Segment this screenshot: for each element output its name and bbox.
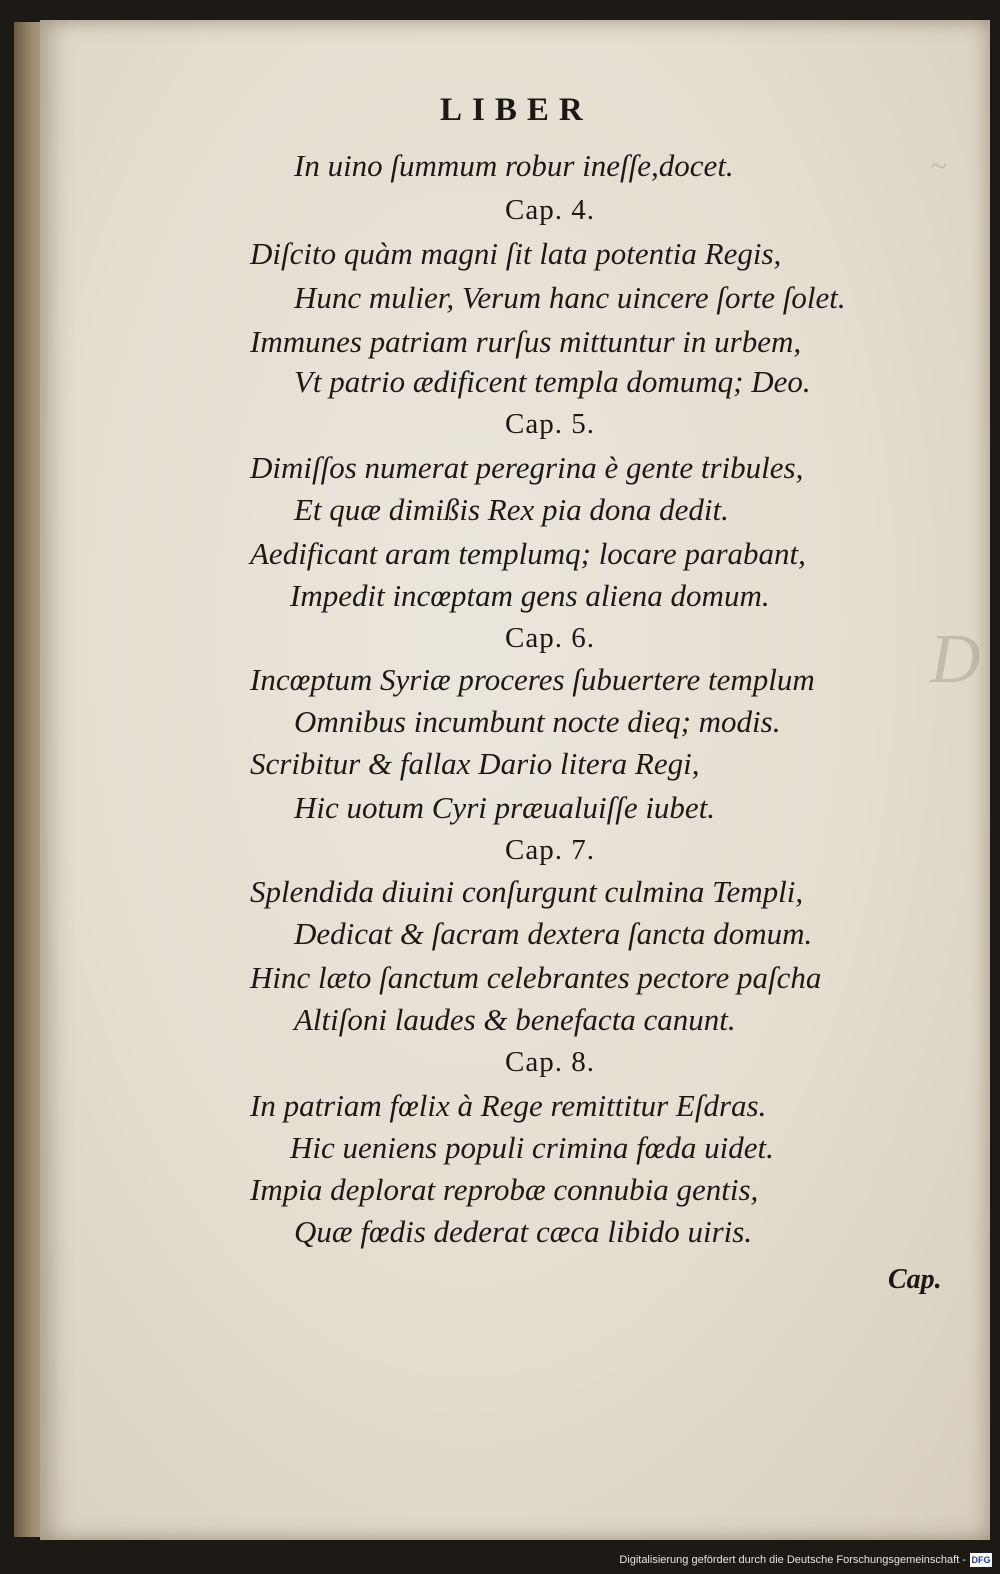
verse-line: Dimiſſos numerat peregrina è gente tribules, — [250, 450, 804, 485]
bleed-through-mark: ~ — [930, 150, 949, 183]
chapter-heading: Cap. 6. — [505, 622, 595, 654]
verse-line: In patriam fœlix à Rege remittitur Eſdras. — [250, 1088, 767, 1123]
verse-line: Aedificant aram templumq; locare parabant, — [250, 536, 806, 571]
verse-line: In uino ſummum robur ineſſe,docet. — [294, 148, 734, 183]
verse-line: Quæ fœdis dederat cæca libido uiris. — [294, 1214, 753, 1249]
verse-line: Impia deplorat reprobæ connubia gentis, — [250, 1172, 759, 1207]
chapter-heading: Cap. 8. — [505, 1046, 595, 1078]
chapter-heading: Cap. 5. — [505, 408, 595, 440]
verse-line: Omnibus incumbunt nocte dieq; modis. — [294, 704, 781, 739]
verse-line: Hic uotum Cyri præualuiſſe iubet. — [294, 790, 716, 825]
chapter-heading: Cap. 4. — [505, 194, 595, 226]
verse-line: Hunc mulier, Verum hanc uincere ſorte ſolet. — [294, 280, 846, 315]
running-head: LIBER — [440, 92, 593, 128]
verse-line: Splendida diuini conſurgunt culmina Templi, — [250, 874, 804, 909]
chapter-heading: Cap. 7. — [505, 834, 595, 866]
verse-line: Impedit incœptam gens aliena domum. — [290, 578, 770, 613]
dfg-logo: DFG — [971, 1555, 991, 1565]
catchword: Cap. — [888, 1264, 942, 1295]
verse-line: Hinc læto ſanctum celebrantes pectore paſcha — [250, 960, 822, 995]
verse-line: Altiſoni laudes & benefacta canunt. — [294, 1002, 736, 1037]
verse-line: Hic ueniens populi crimina fœda uidet. — [290, 1130, 774, 1165]
footer-credit: Digitalisierung gefördert durch die Deutsche Forschungsgemeinschaft - — [619, 1554, 966, 1566]
verse-line: Immunes patriam rurſus mittuntur in urbem, — [250, 324, 802, 359]
bleed-through-initial: D — [930, 621, 983, 698]
verse-line: Scribitur & fallax Dario litera Regi, — [250, 746, 700, 781]
verse-line: Incœptum Syriæ proceres ſubuertere templum — [250, 662, 815, 697]
verse-line: Et quæ dimißis Rex pia dona dedit. — [294, 492, 729, 527]
verse-line: Dedicat & ſacram dextera ſancta domum. — [294, 916, 813, 951]
digitization-footer — [0, 1548, 1000, 1574]
verse-line: Diſcito quàm magni ſit lata potentia Regis, — [250, 236, 782, 271]
verse-line: Vt patrio ædificent templa domumq; Deo. — [294, 364, 811, 399]
